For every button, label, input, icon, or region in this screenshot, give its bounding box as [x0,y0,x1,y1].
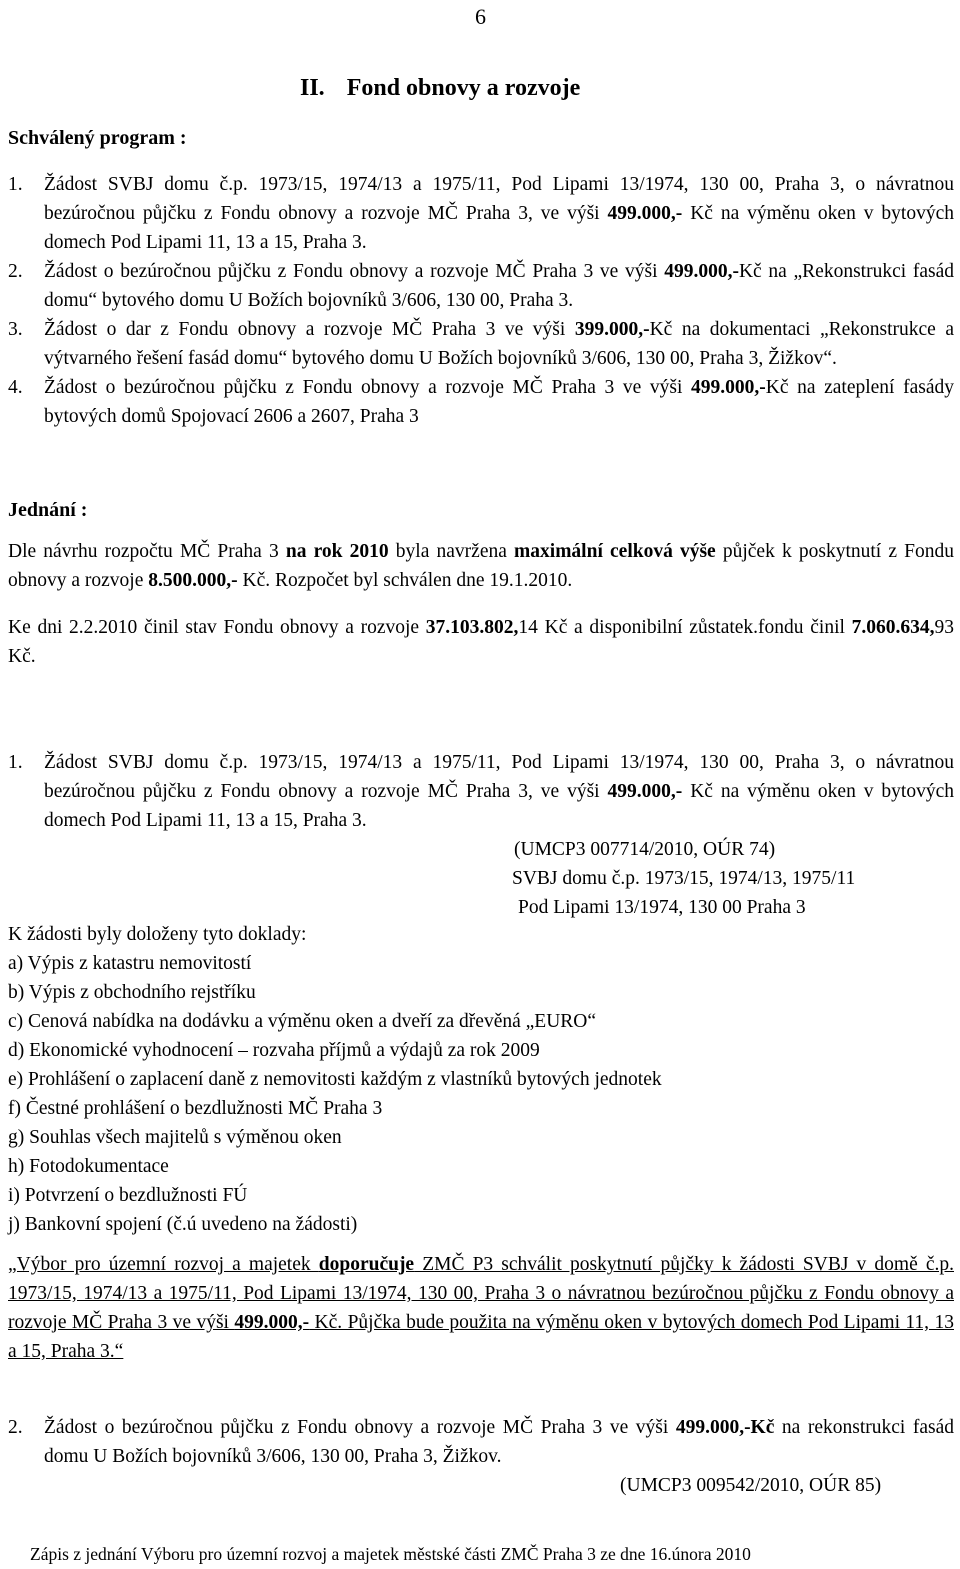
approved-program-list [8,170,954,431]
program-item [8,315,954,373]
section-number: II. [300,75,325,101]
request-1-reference [512,835,855,922]
section-title [300,74,580,103]
reference-line: SVBJ domu č.p. 1973/15, 1974/13, 1975/11 [512,868,856,889]
reference-line: (UMCP3 007714/2010, OÚR 74) [514,839,776,860]
program-item [8,170,954,257]
program-item-text: Žádost SVBJ domu č.p. 1973/15, 1974/13 a 1975/11, Pod Lipami 13/1974, 130 00, Praha 3, o návratnou bezúročnou půjčku z Fondu obnovy a rozvoje MČ Praha 3, ve výši 499.000,- Kč na výměnu oken v bytových domech Pod Lipami 11, 13 a 15, Praha 3. [44,174,954,253]
reference-line: Pod Lipami 13/1974, 130 00 Praha 3 [518,897,806,918]
negotiation-heading: Jednání : [8,499,88,521]
request-1 [8,748,954,835]
approved-program-heading: Schválený program : [8,127,187,149]
document-item: j) Bankovní spojení (č.ú uvedeno na žádosti) [8,1214,358,1235]
request-1-number: 1. [8,752,23,773]
document-item: f) Čestné prohlášení o bezdlužnosti MČ Praha 3 [8,1098,383,1119]
request-2-text: Žádost o bezúročnou půjčku z Fondu obnovy a rozvoje MČ Praha 3 ve výši 499.000,-Kč na rekonstrukci fasád domu U Božích bojovníků 3/606, 130 00, Praha 3, Žižkov. [44,1417,954,1467]
document-item: a) Výpis z katastru nemovitostí [8,953,252,974]
program-item-text: Žádost o dar z Fondu obnovy a rozvoje MČ Praha 3 ve výši 399.000,-Kč na dokumentaci „Rekonstrukce a výtvarného řešení fasád domu“ bytového domu U Božích bojovníků 3/606, 130 00, Praha 3, Žižkov“. [44,319,954,369]
document-item: d) Ekonomické vyhodnocení – rozvaha příjmů a výdajů za rok 2009 [8,1040,540,1061]
document-item: g) Souhlas všech majitelů s výměnou oken [8,1127,342,1148]
program-item-text: Žádost o bezúročnou půjčku z Fondu obnovy a rozvoje MČ Praha 3 ve výši 499.000,-Kč na zateplení fasády bytových domů Spojovací 2606 a 2607, Praha 3 [44,377,954,427]
document-item: i) Potvrzení o bezdlužnosti FÚ [8,1185,248,1206]
document-item: c) Cenová nabídka na dodávku a výměnu oken a dveří za dřevěná „EURO“ [8,1011,597,1032]
document-item: b) Výpis z obchodního rejstříku [8,982,256,1003]
budget-paragraph: Dle návrhu rozpočtu MČ Praha 3 na rok 2010 byla navržena maximální celková výše půjček k poskytnutí z Fondu obnovy a rozvoje 8.500.000,- Kč. Rozpočet byl schválen dne 19.1.2010. [8,541,954,591]
request-2-reference: (UMCP3 009542/2010, OÚR 85) [620,1475,882,1496]
request-2-number: 2. [8,1417,23,1438]
document-item: e) Prohlášení o zaplacení daně z nemovitosti každým z vlastníků bytových jednotek [8,1069,662,1090]
page-footer: Zápis z jednání Výboru pro územní rozvoj a majetek městské části ZMČ Praha 3 ze dne 16.února 2010 [30,1544,751,1564]
documents-heading: K žádosti byly doloženy tyto doklady: [8,924,307,945]
program-item-number: 3. [8,319,23,340]
request-2 [8,1413,954,1471]
program-item [8,373,954,431]
documents-list [8,920,662,1239]
program-item [8,257,954,315]
section-title-text: Fond obnovy a rozvoje [346,75,581,101]
program-item-number: 2. [8,261,23,282]
request-1-text: Žádost SVBJ domu č.p. 1973/15, 1974/13 a 1975/11, Pod Lipami 13/1974, 130 00, Praha 3, o návratnou bezúročnou půjčku z Fondu obnovy a rozvoje MČ Praha 3, ve výši 499.000,- Kč na výměnu oken v bytových domech Pod Lipami 11, 13 a 15, Praha 3. [44,752,954,831]
page-number: 6 [475,4,486,29]
fund-state-paragraph: Ke dni 2.2.2010 činil stav Fondu obnovy a rozvoje 37.103.802,14 Kč a disponibilní zůstatek.fondu činil 7.060.634,93 Kč. [8,617,954,667]
committee-resolution: „Výbor pro územní rozvoj a majetek doporučuje ZMČ P3 schválit poskytnutí půjčky k žádosti SVBJ v domě č.p. 1973/15, 1974/13 a 1975/11, Pod Lipami 13/1974, 130 00, Praha 3 o návratnou bezúročnou půjčku z Fondu obnovy a rozvoje MČ Praha 3 ve výši 499.000,- Kč. Půjčka bude použita na výměnu oken v bytových domech Pod Lipami 11, 13 a 15, Praha 3.“ [8,1254,954,1362]
program-item-number: 1. [8,174,23,195]
program-item-text: Žádost o bezúročnou půjčku z Fondu obnovy a rozvoje MČ Praha 3 ve výši 499.000,-Kč na „Rekonstrukci fasád domu“ bytového domu U Božích bojovníků 3/606, 130 00, Praha 3. [44,261,954,311]
program-item-number: 4. [8,377,23,398]
document-item: h) Fotodokumentace [8,1156,169,1177]
